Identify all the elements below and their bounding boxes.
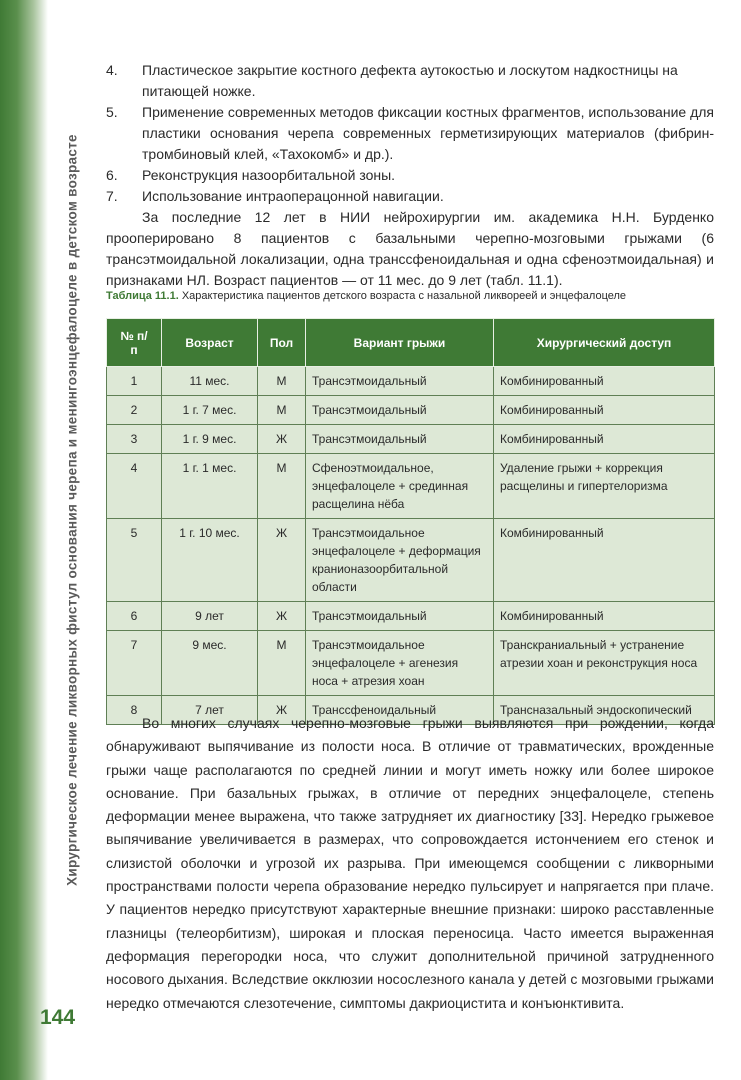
intro-paragraph: За последние 12 лет в НИИ нейрохирургии им. академика Н.Н. Бурденко прооперировано 8 пациентов с базальными черепно-мозговыми грыжами (6 трансэтмоидальной локализации, одна транссфеноидальная и одна сфеноэтмоидальная) и признаками НЛ. Возраст пациентов — от 11 мес. до 9 лет (табл. 11.1).: [106, 209, 714, 288]
table-cell: 11 мес.: [162, 367, 258, 396]
table-cell: Ж: [258, 425, 306, 454]
table-cell: М: [258, 396, 306, 425]
column-header: Пол: [258, 319, 306, 367]
table-cell: 4: [107, 454, 162, 519]
table-row: [107, 519, 715, 602]
table-cell: 1 г. 9 мес.: [162, 425, 258, 454]
table-cell: 1 г. 1 мес.: [162, 454, 258, 519]
table-cell: 7: [107, 631, 162, 696]
patients-table: [106, 318, 715, 725]
list-number: 5.: [106, 104, 118, 120]
table-cell: Трансэтмоидальный: [306, 425, 494, 454]
table-cell: 9 мес.: [162, 631, 258, 696]
table-cell: Трансэтмоидальный: [306, 602, 494, 631]
table-cell: М: [258, 631, 306, 696]
table-cell: 7 лет: [162, 696, 258, 725]
page-number: 144: [40, 1006, 76, 1029]
green-margin-strip: [0, 0, 48, 1080]
table-cell: Комбинированный: [494, 367, 715, 396]
list-text: Использование интраоперацонной навигации.: [142, 188, 444, 204]
caption-text: Характеристика пациентов детского возраста с назальной ликвореей и энцефалоцеле: [181, 290, 627, 302]
table-cell: Трансназальный эндоскопический: [494, 696, 715, 725]
table-cell: Комбинированный: [494, 396, 715, 425]
table-row: [107, 425, 715, 454]
table-cell: 2: [107, 396, 162, 425]
table-cell: Транссфеноидальный: [306, 696, 494, 725]
table-header-row: [107, 319, 715, 367]
running-title: Хирургическое лечение ликворных фистул основания черепа и менингоэнцефалоцеле в детском возрасте: [64, 134, 80, 886]
list-item: [106, 102, 714, 165]
table-cell: Комбинированный: [494, 602, 715, 631]
table-cell: 1 г. 10 мес.: [162, 519, 258, 602]
table-caption: [106, 290, 626, 302]
numbered-list: [106, 60, 714, 291]
table-cell: 9 лет: [162, 602, 258, 631]
table-cell: Ж: [258, 519, 306, 602]
table-cell: 8: [107, 696, 162, 725]
table-cell: Ж: [258, 602, 306, 631]
column-header: Вариант грыжи: [306, 319, 494, 367]
list-number: 6.: [106, 167, 118, 183]
list-item: [106, 186, 714, 207]
table-cell: Ж: [258, 696, 306, 725]
table-cell: 6: [107, 602, 162, 631]
table-row: [107, 396, 715, 425]
table-cell: Трансэтмоидальное энцефалоцеле + агенезия носа + атрезия хоан: [306, 631, 494, 696]
table-cell: 3: [107, 425, 162, 454]
table-cell: М: [258, 454, 306, 519]
table-row: [107, 602, 715, 631]
table-row: [107, 367, 715, 396]
table-cell: Трансэтмоидальный: [306, 367, 494, 396]
table-row: [107, 631, 715, 696]
table-cell: Трансэтмоидальный: [306, 396, 494, 425]
table-cell: Транскраниальный + устранение атрезии хоан и реконструкция носа: [494, 631, 715, 696]
table-cell: 1 г. 7 мес.: [162, 396, 258, 425]
table-cell: Комбинированный: [494, 425, 715, 454]
table-cell: 5: [107, 519, 162, 602]
caption-label: Таблица 11.1.: [106, 290, 179, 302]
list-item: [106, 60, 714, 102]
body-paragraph: Во многих случаях черепно-мозговые грыжи выявляются при рождении, когда обнаруживают выпячивание из полости носа. В отличие от травматических, врожденные грыжи чаще располагаются по средней линии и могут иметь ножку или более широкое основание. При базальных грыжах, в отличие от передних энцефалоцеле, степень деформации менее выражена, что также затрудняет их диагностику [33]. Нередко грыжевое выпячивание увеличивается в размерах, что сопровождается истончением его стенок и слизистой оболочки и угрозой их разрыва. При имеющемся сообщении с ликворными пространствами полости черепа образование нередко пульсирует и напрягается при плаче. У пациентов нередко присутствуют характерные внешние признаки: широко расставленные глазницы (телеорбитизм), широкая и плоская переносица. Часто имеется выраженная деформация перегородки носа, что служит дополнительной причиной затрудненного носового дыхания. Вследствие окклюзии носослезного канала у детей с мозговыми грыжами нередко отмечаются слезотечение, симптомы дакриоцистита и конъюнктивита.: [106, 715, 714, 1011]
column-header: Возраст: [162, 319, 258, 367]
table-row: [107, 454, 715, 519]
table-cell: Трансэтмоидальное энцефалоцеле + деформация кранионазоорбитальной области: [306, 519, 494, 602]
list-text: Пластическое закрытие костного дефекта аутокостью и лоскутом надкостницы на питающей ножке.: [142, 62, 678, 99]
list-number: 7.: [106, 188, 118, 204]
column-header: Хирургический доступ: [494, 319, 715, 367]
table-cell: Комбинированный: [494, 519, 715, 602]
list-item: [106, 165, 714, 186]
list-text: Применение современных методов фиксации костных фрагментов, использование для пластики основания черепа современных герметизирующих материалов (фибрин-тромбиновый клей, «Тахокомб» и др.).: [142, 104, 714, 162]
body-text: [106, 712, 714, 1015]
table-body: [107, 367, 715, 725]
list-number: 4.: [106, 62, 118, 78]
table-cell: М: [258, 367, 306, 396]
list-text: Реконструкция назоорбитальной зоны.: [142, 167, 396, 183]
table-cell: 1: [107, 367, 162, 396]
column-header: № п/п: [107, 319, 162, 367]
table-cell: Сфеноэтмоидальное, энцефалоцеле + срединная расщелина нёба: [306, 454, 494, 519]
table-cell: Удаление грыжи + коррекция расщелины и гипертелоризма: [494, 454, 715, 519]
